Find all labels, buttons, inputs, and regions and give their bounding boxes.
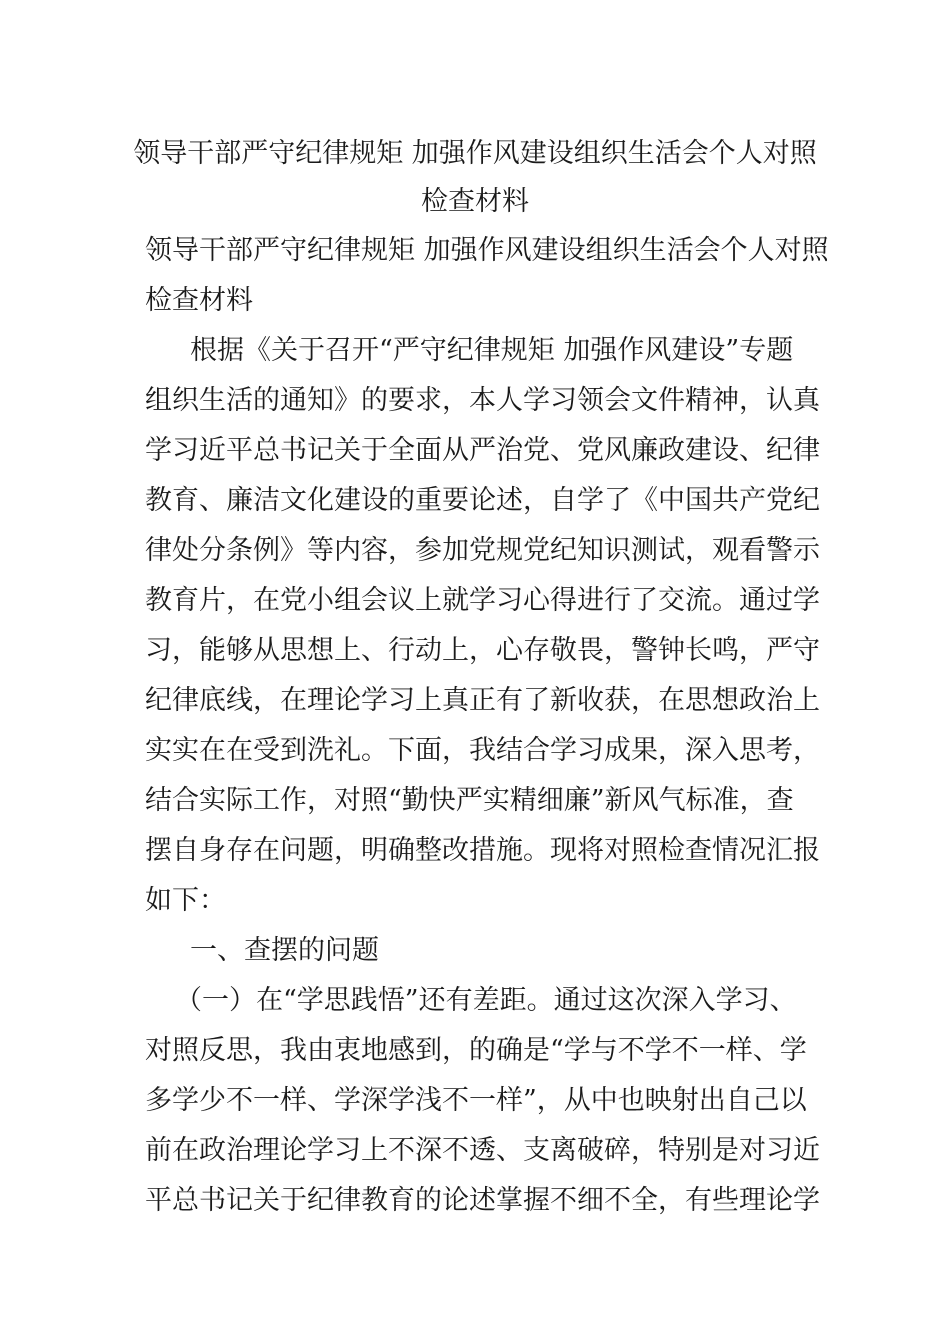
paragraph-line: 多学少不一样、学深学浅不一样”，从中也映射出自己以 — [145, 1085, 807, 1116]
paragraph-line: 实实在在受到洗礼。下面，我结合学习成果，深入思考， — [145, 735, 820, 766]
paragraph-line: 教育片，在党小组会议上就学习心得进行了交流。通过学 — [145, 585, 820, 616]
paragraph-line: 组织生活的通知》的要求，本人学习领会文件精神，认真 — [145, 385, 820, 416]
paragraph-line: 对照反思，我由衷地感到，的确是“学与不学不一样、学 — [145, 1035, 807, 1066]
paragraph-line: 摆自身存在问题，明确整改措施。现将对照检查情况汇报 — [145, 835, 820, 866]
paragraph-line: 前在政治理论学习上不深不透、支离破碎，特别是对习近 — [145, 1135, 820, 1166]
paragraph-line: 结合实际工作，对照“勤快严实精细廉”新风气标准，查 — [145, 785, 794, 816]
paragraph-line: 习，能够从思想上、行动上，心存敬畏，警钟长鸣，严守 — [145, 635, 820, 666]
repeated-title-line-1: 领导干部严守纪律规矩 加强作风建设组织生活会个人对照 — [145, 235, 829, 266]
paragraph-line: 学习近平总书记关于全面从严治党、党风廉政建设、纪律 — [145, 435, 820, 466]
title-line-2: 检查材料 — [421, 186, 529, 217]
paragraph-line: 律处分条例》等内容，参加党规党纪知识测试，观看警示 — [145, 535, 820, 566]
paragraph-line: 平总书记关于纪律教育的论述掌握不细不全，有些理论学 — [145, 1185, 820, 1216]
document-title — [100, 130, 850, 226]
paragraph-line: 如下： — [145, 885, 226, 916]
document-body — [145, 226, 829, 1226]
subsection-line: （一）在“学思践悟”还有差距。通过这次深入学习、 — [175, 985, 797, 1016]
repeated-title-line-2: 检查材料 — [145, 285, 253, 316]
paragraph-line: 根据《关于召开“严守纪律规矩 加强作风建设”专题 — [190, 335, 794, 366]
section-heading: 一、查摆的问题 — [190, 935, 379, 966]
paragraph-line: 教育、廉洁文化建设的重要论述，自学了《中国共产党纪 — [145, 485, 820, 516]
paragraph-line: 纪律底线，在理论学习上真正有了新收获，在思想政治上 — [145, 685, 820, 716]
title-line-1: 领导干部严守纪律规矩 加强作风建设组织生活会个人对照 — [133, 138, 817, 169]
